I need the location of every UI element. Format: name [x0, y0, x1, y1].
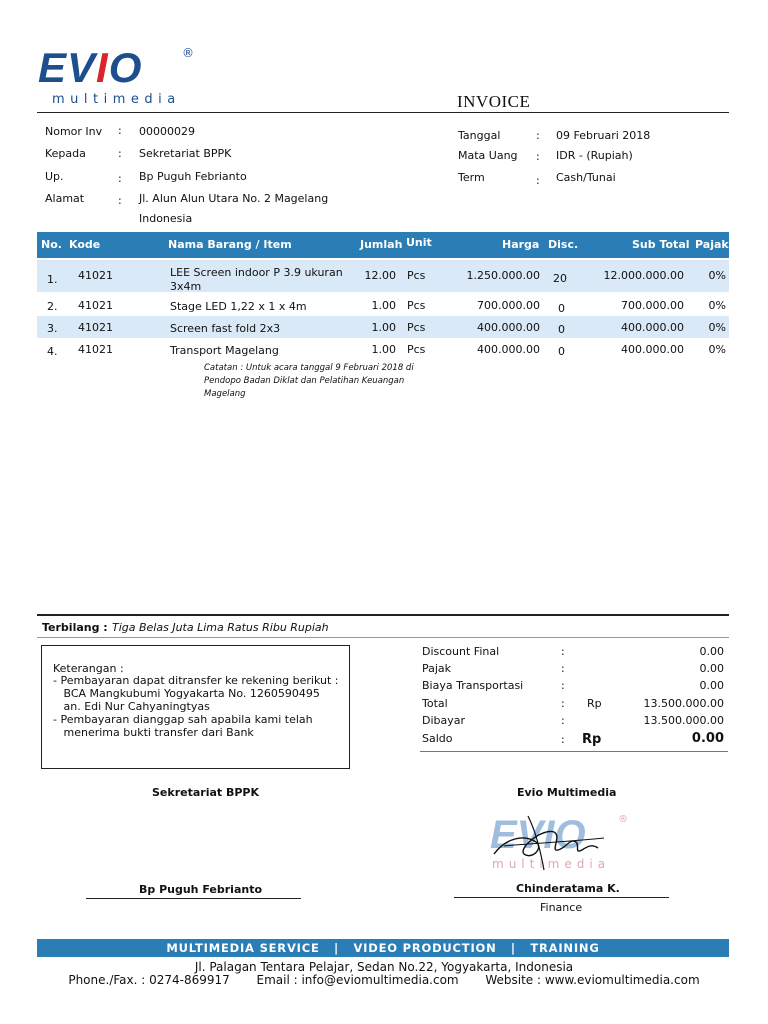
- currency-symbol: Rp: [582, 732, 602, 747]
- cell-no: 4.: [47, 345, 58, 358]
- meta-sep: :: [118, 194, 122, 207]
- col-subtotal: Sub Total: [632, 238, 690, 251]
- meta-label: Nomor Inv: [45, 125, 103, 138]
- logo-wordmark: EVIO: [38, 44, 143, 91]
- notes-line: - Pembayaran dapat ditransfer ke rekening berikut :: [53, 674, 339, 687]
- cell-jumlah: 12.00: [364, 269, 396, 282]
- cell-nama: Transport Magelang: [170, 344, 279, 357]
- address-line-1: Jl. Alun Alun Utara No. 2 Magelang: [139, 192, 329, 205]
- footer-contact: Phone./Fax. : 0274-869917 Email : info@eviomultimedia.com Website : www.eviomultimedia.com: [68, 973, 700, 987]
- cell-disc: 0: [558, 323, 565, 336]
- total-label: Discount Final: [422, 645, 500, 658]
- cell-unit: Pcs: [407, 321, 426, 334]
- address-line-2: Indonesia: [139, 212, 193, 225]
- svg-text:®: ®: [618, 814, 628, 825]
- terbilang-value: Tiga Belas Juta Lima Ratus Ribu Rupiah: [112, 621, 329, 634]
- cell-kode: 41021: [78, 321, 113, 334]
- cell-unit: Pcs: [407, 299, 426, 312]
- total-label: Saldo: [422, 732, 453, 745]
- cell-pajak: 0%: [708, 343, 726, 356]
- discount-final-value: 0.00: [699, 645, 724, 658]
- cell-unit: Pcs: [407, 343, 426, 356]
- signature-right-org: Evio Multimedia: [517, 786, 617, 799]
- meta-sep: :: [536, 150, 540, 163]
- cell-disc: 0: [558, 345, 565, 358]
- cell-nama-2: 3x4m: [170, 280, 202, 293]
- terbilang-underline: [37, 637, 729, 638]
- col-jumlah: Jumlah: [360, 238, 403, 251]
- col-kode: Kode: [69, 238, 101, 251]
- cell-kode: 41021: [78, 299, 113, 312]
- signature-left-name: Bp Puguh Febrianto: [139, 883, 263, 896]
- total-sep: :: [561, 679, 565, 692]
- cell-nama: Screen fast fold 2x3: [170, 322, 281, 335]
- col-pajak: Pajak: [695, 238, 729, 251]
- cell-harga: 1.250.000.00: [466, 269, 540, 282]
- transport-value: 0.00: [699, 679, 724, 692]
- meta-sep: :: [536, 129, 540, 142]
- cell-subtotal: 12.000.000.00: [603, 269, 684, 282]
- note-line: Magelang: [204, 389, 246, 399]
- total-sep: :: [561, 697, 565, 710]
- svg-text:multimedia: multimedia: [492, 857, 611, 871]
- total-label: Pajak: [422, 662, 452, 675]
- col-nama: Nama Barang / Item: [168, 238, 292, 251]
- registered-mark: ®: [182, 46, 194, 60]
- total-label: Dibayar: [422, 714, 466, 727]
- note-line: Catatan : Untuk acara tanggal 9 Februari 2018 di: [204, 363, 414, 373]
- footer-address: Jl. Palagan Tentara Pelajar, Sedan No.22, Yogyakarta, Indonesia: [194, 960, 574, 974]
- attention-name: Bp Puguh Febrianto: [139, 170, 247, 183]
- invoice-date: 09 Februari 2018: [556, 129, 651, 142]
- cell-harga: 400.000.00: [477, 321, 540, 334]
- tax-value: 0.00: [699, 662, 724, 675]
- signature-left-org: Sekretariat BPPK: [152, 786, 260, 799]
- note-line: Pendopo Badan Diklat dan Pelatihan Keuangan: [204, 376, 405, 386]
- signature-right-role: Finance: [540, 901, 583, 914]
- total-sep: :: [561, 645, 565, 658]
- currency-symbol: Rp: [587, 697, 602, 710]
- invoice-number: 00000029: [139, 125, 195, 138]
- services-bar: MULTIMEDIA SERVICE | VIDEO PRODUCTION | TRAINING: [37, 939, 729, 957]
- cell-pajak: 0%: [708, 269, 726, 282]
- cell-pajak: 0%: [708, 299, 726, 312]
- signature-icon: [484, 808, 614, 878]
- cell-jumlah: 1.00: [371, 299, 396, 312]
- meta-label: Alamat: [45, 192, 85, 205]
- notes-title: Keterangan :: [53, 662, 124, 675]
- cell-disc: 20: [553, 272, 567, 285]
- meta-sep: :: [536, 174, 540, 187]
- logo-subtitle: multimedia: [52, 92, 181, 107]
- signature-right-line: [454, 897, 669, 898]
- total-sep: :: [561, 733, 565, 746]
- currency: IDR - (Rupiah): [556, 149, 633, 162]
- meta-label: Kepada: [45, 147, 86, 160]
- header-divider: [37, 112, 729, 113]
- meta-label: Term: [458, 171, 485, 184]
- cell-nama: Stage LED 1,22 x 1 x 4m: [170, 300, 307, 313]
- cell-no: 3.: [47, 322, 58, 335]
- terbilang-label: Terbilang :: [42, 621, 108, 634]
- cell-no: 2.: [47, 300, 58, 313]
- cell-harga: 400.000.00: [477, 343, 540, 356]
- cell-harga: 700.000.00: [477, 299, 540, 312]
- meta-label: Mata Uang: [458, 149, 518, 162]
- total-value: 13.500.000.00: [643, 697, 724, 710]
- cell-disc: 0: [558, 302, 565, 315]
- company-logo: [38, 44, 142, 92]
- notes-line: BCA Mangkubumi Yogyakarta No. 1260590495: [53, 687, 320, 700]
- meta-sep: :: [118, 172, 122, 185]
- cell-no: 1.: [47, 273, 58, 286]
- notes-line: menerima bukti transfer dari Bank: [53, 726, 254, 739]
- terbilang-divider: [37, 614, 729, 616]
- invoice-title: INVOICE: [457, 92, 531, 111]
- meta-label: Up.: [45, 170, 64, 183]
- cell-kode: 41021: [78, 269, 113, 282]
- cell-subtotal: 700.000.00: [621, 299, 684, 312]
- cell-jumlah: 1.00: [371, 343, 396, 356]
- meta-label: Tanggal: [458, 129, 501, 142]
- cell-jumlah: 1.00: [371, 321, 396, 334]
- cell-unit: Pcs: [407, 269, 426, 282]
- cell-subtotal: 400.000.00: [621, 343, 684, 356]
- total-sep: :: [561, 714, 565, 727]
- paid-value: 13.500.000.00: [643, 714, 724, 727]
- col-harga: Harga: [502, 238, 540, 251]
- cell-subtotal: 400.000.00: [621, 321, 684, 334]
- customer-name: Sekretariat BPPK: [139, 147, 232, 160]
- notes-line: - Pembayaran dianggap sah apabila kami telah: [53, 713, 313, 726]
- svg-text:EVIO: EVIO: [490, 813, 586, 857]
- balance-value: 0.00: [691, 731, 724, 746]
- cell-pajak: 0%: [708, 321, 726, 334]
- total-sep: :: [561, 662, 565, 675]
- balance-underline: [420, 751, 728, 752]
- col-unit: Unit: [406, 236, 432, 249]
- cell-kode: 41021: [78, 343, 113, 356]
- meta-sep: :: [118, 147, 122, 160]
- col-disc: Disc.: [548, 238, 579, 251]
- payment-term: Cash/Tunai: [556, 171, 616, 184]
- signature-left-line: [86, 898, 301, 899]
- col-no: No.: [41, 238, 62, 251]
- total-label: Biaya Transportasi: [422, 679, 524, 692]
- meta-sep: :: [118, 124, 122, 137]
- signature-right-name: Chinderatama K.: [516, 882, 620, 895]
- total-label: Total: [422, 697, 448, 710]
- cell-nama: LEE Screen indoor P 3.9 ukuran: [170, 266, 343, 279]
- notes-line: an. Edi Nur Cahyaningtyas: [53, 700, 210, 713]
